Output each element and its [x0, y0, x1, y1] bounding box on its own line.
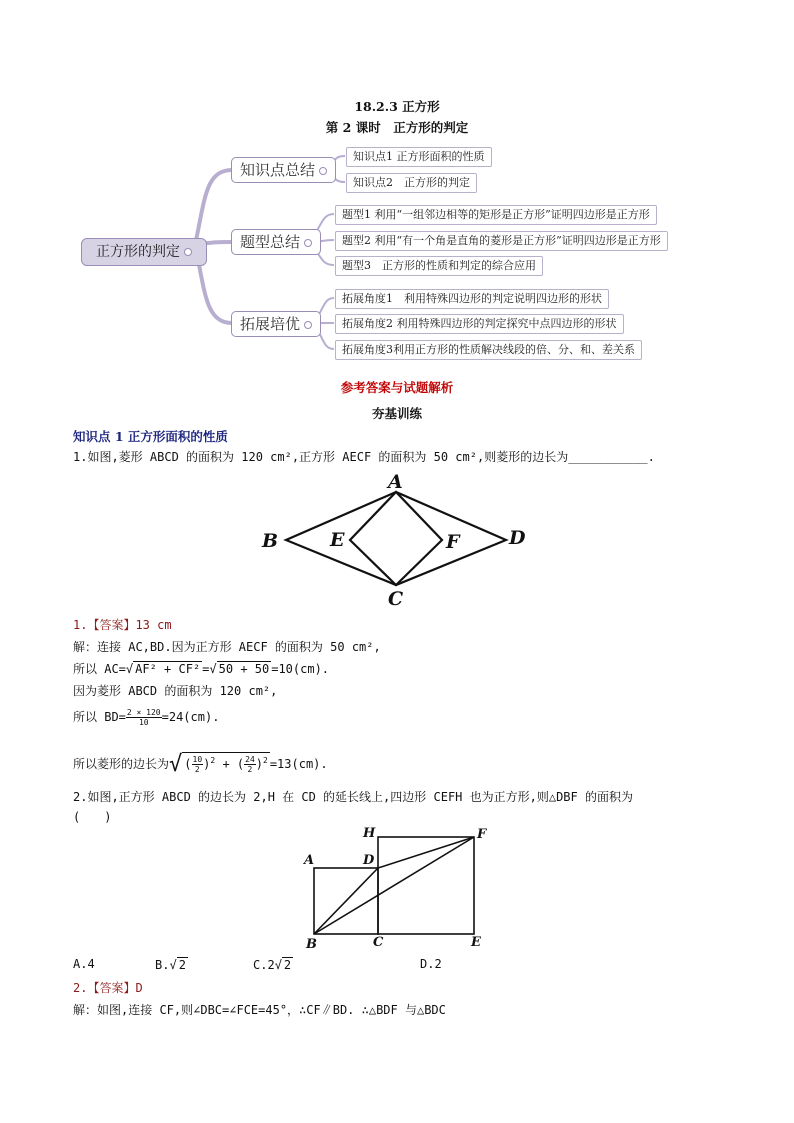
branch-question-types — [231, 229, 321, 255]
text: =10(cm). — [271, 662, 330, 676]
fig-label: A — [304, 853, 315, 868]
mindmap-leaf: 拓展角度3利用正方形的性质解决线段的倍、分、和、差关系 — [335, 340, 642, 360]
collapse-dot-icon — [319, 167, 327, 175]
solution-line: 解：如图,连接 CF,则∠DBC=∠FCE=45°，∴CF∥BD. ∴△BDF 与△BDC — [73, 1003, 446, 1017]
option-a: A.4 — [73, 957, 95, 971]
section-heading: 知识点 1 正方形面积的性质 — [73, 429, 228, 444]
square-figure — [296, 820, 506, 955]
answer-1: 1.【答案】13 cm — [73, 618, 172, 632]
branch-label: 知识点总结 — [240, 161, 316, 179]
collapse-dot-icon — [184, 248, 192, 256]
fig-label: B — [262, 530, 279, 552]
solution-line: 所以 AC=√ AF² + CF² =√ 50 + 50 =10(cm). — [73, 662, 330, 676]
fig-label: H — [363, 826, 376, 841]
radicand: 50 + 50 — [218, 662, 270, 676]
text: =13(cm). — [269, 757, 328, 771]
mindmap-leaf: 题型2 利用“有一个角是直角的菱形是正方形”证明四边形是正方形 — [335, 231, 668, 251]
solution-line: 解：连接 AC,BD.因为正方形 AECF 的面积为 50 cm², — [73, 640, 381, 654]
radicand: ( $\frac{10}{2}$ )$^2$ + ( $\frac{24}{2}$ )$^2$ — [182, 752, 270, 774]
fig-label: F — [477, 827, 487, 842]
fraction: $\frac{2 \times 120}{10}$ — [126, 708, 161, 727]
option-c: C.2√ 2 — [253, 958, 292, 972]
mindmap-leaf: 知识点2 正方形的判定 — [346, 173, 477, 193]
mindmap-leaf: 题型1 利用“一组邻边相等的矩形是正方形”证明四边形是正方形 — [335, 205, 657, 225]
option-d: D.2 — [420, 957, 442, 971]
branch-label: 题型总结 — [240, 233, 301, 251]
section-title: 18.2.3 正方形 — [354, 99, 440, 114]
fig-label: A — [388, 471, 403, 493]
option-b: B.√ 2 — [155, 958, 186, 972]
radicand: AF² + CF² — [135, 662, 201, 676]
mindmap-root — [81, 238, 207, 266]
collapse-dot-icon — [304, 321, 312, 329]
fig-label: E — [330, 529, 345, 551]
text: =24(cm). — [161, 710, 220, 724]
mindmap-leaf: 拓展角度2 利用特殊四边形的判定探究中点四边形的形状 — [335, 314, 624, 334]
training-title: 夯基训练 — [371, 406, 422, 421]
mindmap-leaf: 题型3 正方形的性质和判定的综合应用 — [335, 256, 543, 276]
answers-title: 参考答案与试题解析 — [340, 380, 454, 395]
branch-label: 拓展培优 — [240, 315, 301, 333]
branch-knowledge — [231, 157, 336, 183]
text: 所以 BD= — [73, 710, 126, 724]
mindmap-leaf: 拓展角度1 利用特殊四边形的判定说明四边形的形状 — [335, 289, 609, 309]
rhombus-figure — [250, 470, 540, 610]
question-1: 1.如图,菱形 ABCD 的面积为 120 cm²,正方形 AECF 的面积为 50 cm²,则菱形的边长为___________. — [73, 450, 655, 464]
text: 所以菱形的边长为 — [73, 757, 170, 771]
fig-label: B — [306, 937, 317, 952]
mindmap-leaf: 知识点1 正方形面积的性质 — [346, 147, 492, 167]
fig-label: C — [373, 935, 384, 950]
solution-line — [73, 708, 219, 727]
branch-extension — [231, 311, 321, 337]
fig-label: D — [363, 853, 375, 868]
solution-line: 因为菱形 ABCD 的面积为 120 cm², — [73, 684, 278, 698]
solution-line: 所以菱形的边长为√ ( $\frac{10}{2}$ )$^2$ + ( $\frac{24}{2}$ )$^2$ =13(cm). — [73, 752, 328, 777]
question-2-bracket: ( ) — [73, 810, 112, 824]
question-2: 2.如图,正方形 ABCD 的边长为 2,H 在 CD 的延长线上,四边形 CEFH 也为正方形,则△DBF 的面积为 — [73, 790, 633, 804]
text: 所以 AC= — [73, 662, 126, 676]
fig-label: D — [509, 527, 526, 549]
fig-label: E — [471, 935, 481, 950]
collapse-dot-icon — [304, 239, 312, 247]
fig-label: F — [446, 531, 460, 553]
text: = — [202, 662, 210, 676]
mindmap-root-label: 正方形的判定 — [96, 244, 180, 260]
lesson-title: 第 2 课时 正方形的判定 — [325, 120, 469, 135]
answer-2: 2.【答案】D — [73, 981, 143, 995]
fig-label: C — [388, 588, 404, 610]
